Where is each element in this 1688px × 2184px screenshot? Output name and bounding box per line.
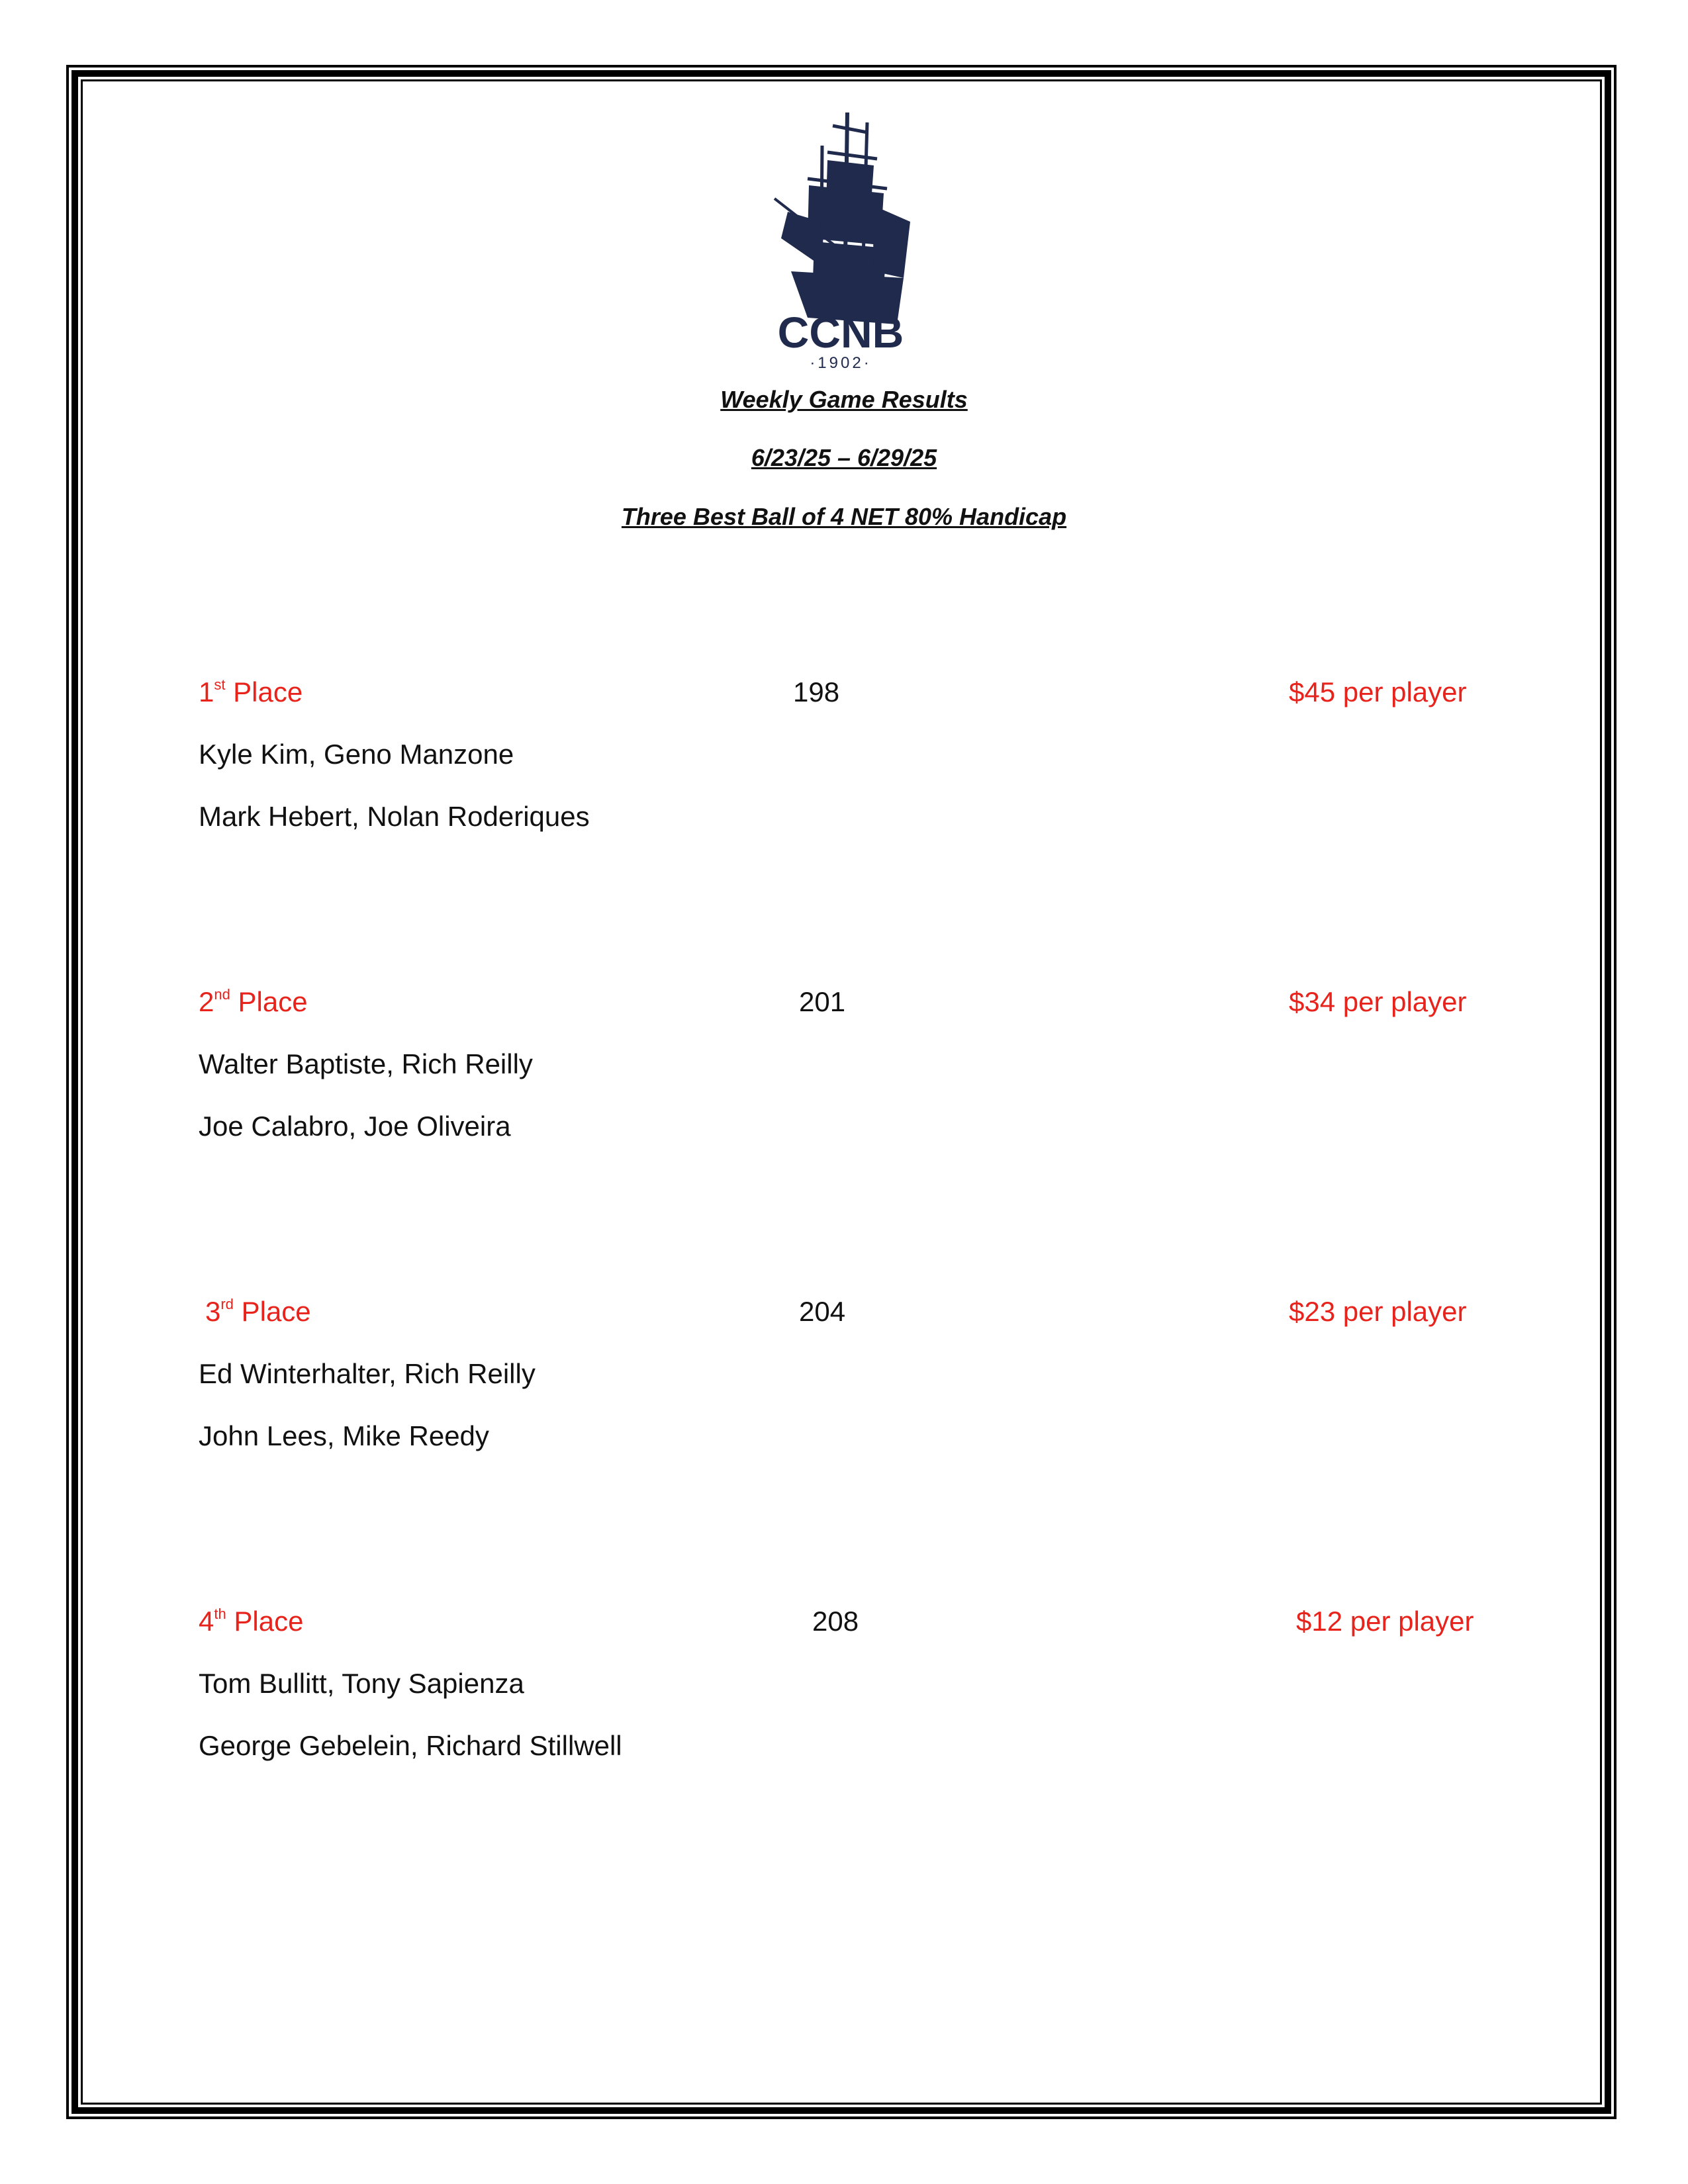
page-title: Weekly Game Results	[720, 386, 968, 413]
place-label-2: 2nd Place	[199, 986, 308, 1017]
game-format: Three Best Ball of 4 NET 80% Handicap	[621, 503, 1067, 530]
logo-year: ·1902·	[810, 354, 872, 371]
place-row-2	[0, 986, 1688, 1019]
place-row-1	[0, 676, 1688, 709]
team-line-3b: John Lees, Mike Reedy	[199, 1420, 489, 1451]
place-label-1: 1st Place	[199, 676, 303, 707]
score-3: 204	[799, 1296, 846, 1327]
payout-1: $45 per player	[1289, 676, 1467, 707]
score-2: 201	[799, 986, 846, 1017]
team-line-4a: Tom Bullitt, Tony Sapienza	[199, 1668, 524, 1699]
team-line-1a: Kyle Kim, Geno Manzone	[199, 739, 514, 770]
logo-text: CCNB	[777, 308, 904, 357]
payout-4: $12 per player	[1296, 1606, 1474, 1637]
place-row-4	[0, 1606, 1688, 1639]
team-line-2a: Walter Baptiste, Rich Reilly	[199, 1048, 533, 1079]
page-border-inner	[81, 79, 1602, 2105]
sailing-ship-logo	[761, 106, 920, 371]
payout-3: $23 per player	[1289, 1296, 1467, 1327]
team-line-1b: Mark Hebert, Nolan Roderiques	[199, 801, 590, 832]
score-1: 198	[793, 676, 840, 707]
place-row-3	[0, 1296, 1688, 1329]
place-label-3: 3rd Place	[205, 1296, 311, 1327]
team-line-3a: Ed Winterhalter, Rich Reilly	[199, 1358, 536, 1389]
score-4: 208	[812, 1606, 859, 1637]
team-line-2b: Joe Calabro, Joe Oliveira	[199, 1111, 511, 1142]
place-label-4: 4th Place	[199, 1606, 304, 1637]
payout-2: $34 per player	[1289, 986, 1467, 1017]
team-line-4b: George Gebelein, Richard Stillwell	[199, 1730, 622, 1761]
date-range: 6/23/25 – 6/29/25	[751, 444, 937, 471]
